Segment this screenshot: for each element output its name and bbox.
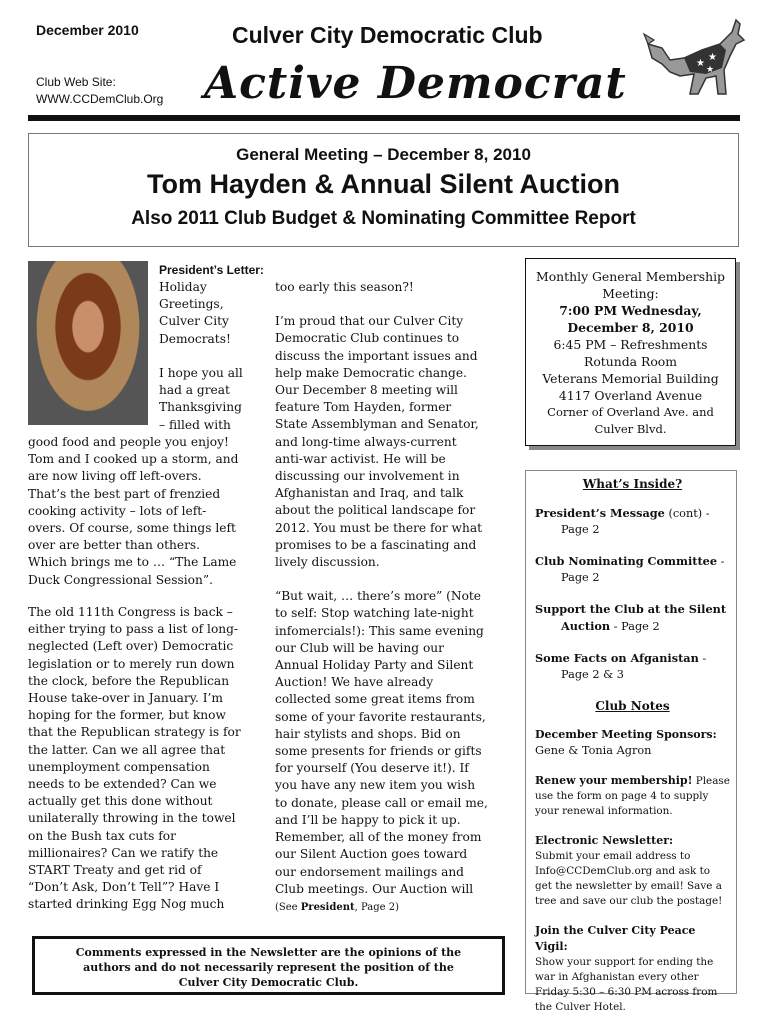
venue-corner: Culver Blvd. bbox=[594, 422, 667, 436]
donkey-icon bbox=[640, 14, 750, 106]
text-line: – filled with bbox=[159, 417, 231, 432]
text-line: our Club will be having our bbox=[275, 640, 444, 655]
text-line: some of your favorite restaurants, bbox=[275, 709, 486, 724]
text-line: help make Democratic change. bbox=[275, 365, 467, 380]
text-line: the clock, before the Republican bbox=[28, 673, 230, 688]
text-line: to self: Stop watching late-night bbox=[275, 606, 474, 621]
text-line: Culver City Democratic Club. bbox=[178, 976, 359, 989]
text-line: Holiday bbox=[159, 280, 207, 294]
letter-column-2 bbox=[275, 279, 500, 916]
text-line: The old 111th Congress is back – bbox=[28, 605, 233, 619]
contents-item[interactable]: Support the Club at the Silent Auction - Page 2 bbox=[535, 602, 727, 633]
text-line: That’s the best part of frenzied bbox=[28, 486, 221, 501]
meeting-date-line: General Meeting – December 8, 2010 bbox=[236, 145, 531, 164]
meeting-banner bbox=[28, 133, 739, 247]
text-line: “But wait, … there’s more” (Note bbox=[275, 589, 482, 604]
disclaimer-box bbox=[32, 936, 505, 995]
text-line: State Assemblyman and Senator, bbox=[275, 417, 479, 432]
text-line: cooking activity – lots of left- bbox=[28, 503, 207, 518]
text-line: for yourself (You deserve it!). If bbox=[275, 761, 469, 776]
peace-vigil-note: Join the Culver City Peace Vigil: Show your support for ending the war in Afghanistan every other Friday 5:30 – 6:30 PM across from the Culver Hotel. bbox=[535, 924, 718, 1013]
text-line: millionaires? Can we ratify the bbox=[28, 845, 219, 860]
text-line: actually get this done without bbox=[28, 794, 213, 809]
text-line: good food and people you enjoy! bbox=[28, 435, 229, 449]
text-line: and long-time always-current bbox=[275, 434, 457, 449]
letter-paragraph bbox=[275, 588, 500, 916]
website-block bbox=[36, 74, 163, 108]
text-line: Comments expressed in the Newsletter are the opinions of the bbox=[75, 946, 462, 959]
presidents-letter-title: President’s Letter: bbox=[159, 263, 264, 277]
text-line: lively discussion. bbox=[275, 555, 380, 570]
text-line: Our December 8 meeting will bbox=[275, 383, 458, 398]
text-line: and I’ll be happy to pick it up. bbox=[275, 812, 461, 827]
meeting-info-box bbox=[525, 258, 736, 446]
issue-date: December 2010 bbox=[36, 22, 139, 38]
text-line: to donate, please call or email me, bbox=[275, 795, 488, 810]
text-line: collected some great items from bbox=[275, 692, 475, 707]
venue-corner: Corner of Overland Ave. and bbox=[547, 405, 714, 419]
meeting-date: December 8, 2010 bbox=[567, 320, 694, 335]
text-line: overs. Of course, some things left bbox=[28, 521, 236, 536]
info-line: Meeting: bbox=[602, 286, 659, 301]
whats-inside-sidebar bbox=[525, 470, 737, 1013]
text-line: Remember, all of the money from bbox=[275, 830, 482, 845]
whats-inside-heading: What’s Inside? bbox=[582, 477, 683, 491]
text-line: too early this season?! bbox=[275, 280, 414, 294]
text-line: START Treaty and get rid of bbox=[28, 863, 202, 878]
text-line: started drinking Egg Nog much bbox=[28, 897, 225, 912]
text-line: the latter. Can we all agree that bbox=[28, 742, 226, 757]
text-line: Afghanistan and Iraq, and talk bbox=[275, 486, 464, 501]
svg-text:★: ★ bbox=[706, 65, 715, 75]
letter-column-1b bbox=[28, 434, 256, 589]
text-line: had a great bbox=[159, 383, 230, 398]
venue-address: 4117 Overland Avenue bbox=[558, 388, 703, 403]
contents-item[interactable]: Club Nominating Committee - Page 2 bbox=[535, 554, 725, 584]
text-line: Club meetings. Our Auction will bbox=[275, 881, 474, 896]
text-line: I’m proud that our Culver City bbox=[275, 314, 464, 329]
letter-column-1c bbox=[28, 604, 256, 914]
text-line: unilaterally throwing in the towel bbox=[28, 811, 236, 826]
text-line: Which brings me to … “The Lame bbox=[28, 555, 237, 570]
refreshments-time: 6:45 PM – Refreshments bbox=[553, 337, 708, 352]
header-rule bbox=[28, 115, 740, 121]
subheadline: Also 2011 Club Budget & Nominating Committee Report bbox=[131, 208, 636, 229]
contents-item[interactable]: President’s Message (cont) - Page 2 bbox=[535, 506, 710, 536]
letter-paragraph bbox=[275, 313, 500, 571]
contents-item[interactable]: Some Facts on Afganistan - Page 2 & 3 bbox=[535, 651, 707, 681]
info-line: Monthly General Membership bbox=[536, 269, 725, 284]
text-line: anti-war activist. He will be bbox=[275, 451, 446, 466]
text-line: over are better than others. bbox=[28, 538, 201, 553]
text-line: our Silent Auction goes toward bbox=[275, 847, 468, 862]
text-line: our endorsement mailings and bbox=[275, 864, 464, 879]
venue-building: Veterans Memorial Building bbox=[542, 371, 719, 386]
text-line: Thanksgiving bbox=[159, 400, 242, 415]
club-name: Culver City Democratic Club bbox=[232, 22, 543, 48]
text-line: unemployment compensation bbox=[28, 759, 210, 774]
text-line: feature Tom Hayden, former bbox=[275, 400, 452, 415]
renew-note: Renew your membership! Please use the form on page 4 to supply your renewal information. bbox=[535, 774, 730, 817]
website-url[interactable]: WWW.CCDemClub.Org bbox=[36, 92, 164, 106]
letter-paragraph bbox=[275, 279, 500, 296]
text-line: on the Bush tax cuts for bbox=[28, 828, 176, 843]
text-line: hair stylists and shops. Bid on bbox=[275, 726, 461, 741]
text-line: Auction! We have already bbox=[275, 675, 434, 690]
text-line: 2012. You must be there for what bbox=[275, 520, 482, 535]
text-line: Duck Congressional Session”. bbox=[28, 572, 213, 587]
masthead-title: Active Democrat bbox=[204, 58, 627, 109]
text-line: either trying to pass a list of long- bbox=[28, 622, 239, 637]
text-line: Democrats! bbox=[159, 331, 231, 346]
text-line: House take-over in January. I’m bbox=[28, 691, 223, 706]
text-line: you have any new item you wish bbox=[275, 778, 476, 793]
text-line: I hope you all bbox=[159, 366, 243, 381]
text-line: infomercials!): This same evening bbox=[275, 623, 484, 638]
meeting-time: 7:00 PM Wednesday, bbox=[559, 303, 702, 318]
text-line bbox=[159, 348, 271, 365]
club-notes-heading: Club Notes bbox=[595, 699, 670, 713]
svg-text:★: ★ bbox=[708, 52, 717, 63]
text-line: discuss the important issues and bbox=[275, 348, 478, 363]
text-line: Culver City bbox=[159, 314, 229, 329]
text-line: about the political landscape for bbox=[275, 503, 476, 518]
text-line: Tom and I cooked up a storm, and bbox=[28, 452, 239, 467]
venue-room: Rotunda Room bbox=[584, 354, 677, 369]
text-line: Democratic Club continues to bbox=[275, 331, 460, 346]
text-line: discussing our involvement in bbox=[275, 469, 460, 484]
president-photo bbox=[28, 261, 148, 425]
headline: Tom Hayden & Annual Silent Auction bbox=[146, 169, 620, 199]
text-line: Greetings, bbox=[159, 297, 224, 312]
text-line: neglected (Left over) Democratic bbox=[28, 639, 234, 654]
svg-text:★: ★ bbox=[696, 58, 705, 69]
text-line: Annual Holiday Party and Silent bbox=[275, 658, 474, 673]
text-line: authors and do not necessarily represent the position of the bbox=[83, 961, 454, 974]
text-line: that the Republican strategy is for bbox=[28, 725, 241, 740]
text-line: hoping for the former, but know bbox=[28, 708, 226, 723]
enewsletter-note: Electronic Newsletter: Submit your email address to Info@CCDemClub.org and ask to get the newsletter by email! Save a tree and save our club the postage! bbox=[535, 834, 723, 907]
text-line: needs to be extended? Can we bbox=[28, 777, 217, 792]
text-line: legislation or to merely run down bbox=[28, 656, 235, 671]
website-label: Club Web Site: bbox=[36, 75, 116, 89]
text-line: some presents for friends or gifts bbox=[275, 744, 482, 759]
see-reference: (See President, Page 2) bbox=[275, 901, 399, 913]
letter-column-1a bbox=[159, 279, 271, 434]
text-line: “Don’t Ask, Don’t Tell”? Have I bbox=[28, 880, 220, 895]
text-line: promises to be a fascinating and bbox=[275, 537, 477, 552]
sponsors-note: December Meeting Sponsors: Gene & Tonia Agron bbox=[535, 728, 717, 757]
text-line: are now living off left-overs. bbox=[28, 469, 202, 484]
